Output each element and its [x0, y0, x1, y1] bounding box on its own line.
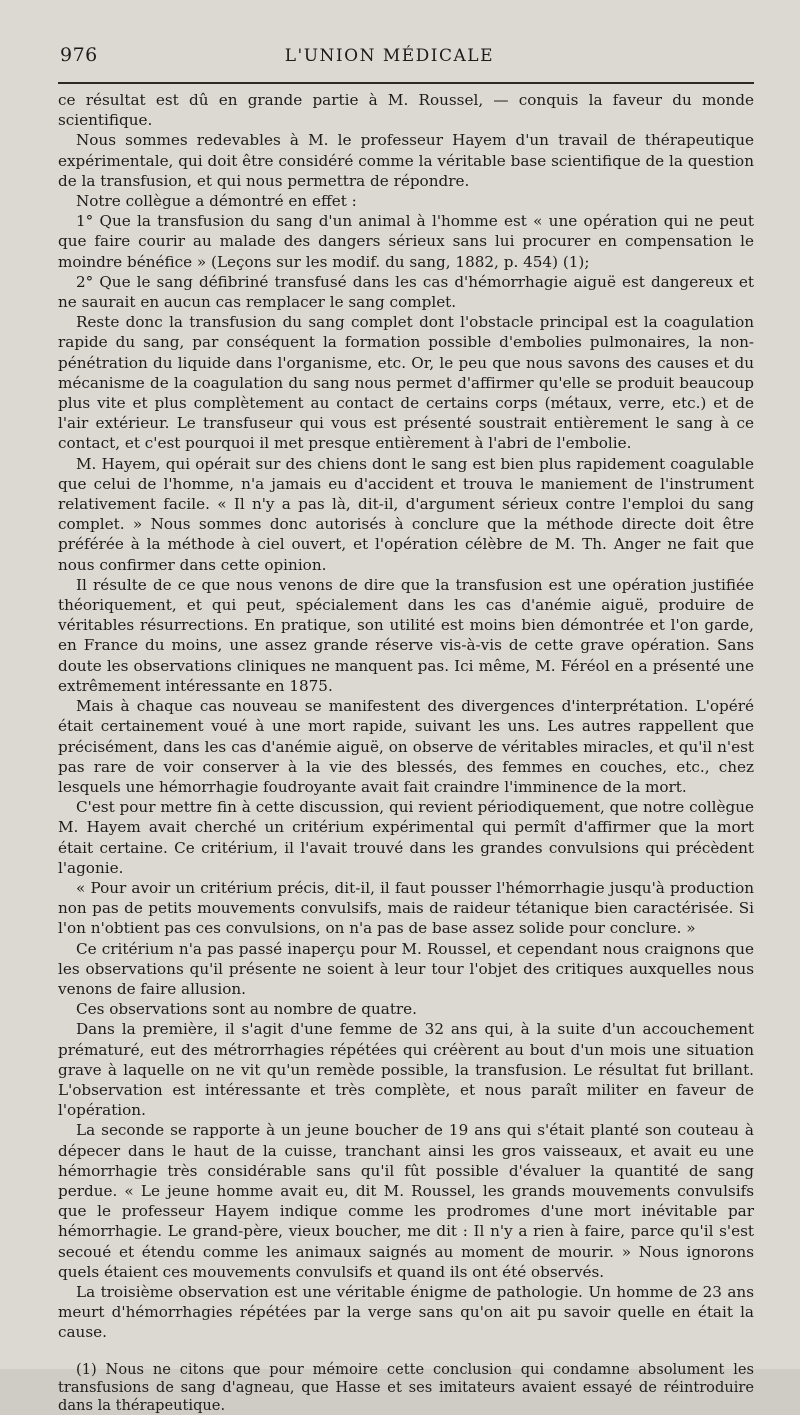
- paragraph: Dans la première, il s'agit d'une femme de 32 ans qui, à la suite d'un accouchement prématuré, eut des métrorrhagies répétées qui créèrent au bout d'un mois une situation grave à laquelle on ne vit qu'un remède possible, la transfusion. Le résultat fut brillant. L'observation est intéressante et très complète, et nous paraît militer en faveur de l'opération.: [58, 1020, 754, 1120]
- footnote: (1) Nous ne citons que pour mémoire cette conclusion qui condamne absolument les transfusions de sang d'agneau, que Hasse et ses imitateurs avaient essayé de réintroduire dans la thérapeutique.: [58, 1360, 754, 1414]
- journal-title: L'UNION MÉDICALE: [284, 46, 494, 66]
- paragraph: Il résulte de ce que nous venons de dire que la transfusion est une opération justifiée théoriquement, et qui peut, spécialement dans les cas d'anémie aiguë, produire de véritables résurrections. En pratique, son utilité est moins bien démontrée et l'on garde, en France du moins, une assez grande réserve vis-à-vis de cette grave opération. Sans doute les observations cliniques ne manquent pas. Ici même, M. Féréol en a présenté une extrêmement intéressante en 1875.: [58, 575, 754, 695]
- article-body: [58, 90, 754, 1343]
- paragraph: « Pour avoir un critérium précis, dit-il, il faut pousser l'hémorrhagie jusqu'à production non pas de petits mouvements convulsifs, mais de raideur tétanique bien caractérisée. Si l'on n'obtient pas ces convulsions, on n'a pas de base assez solide pour conclure. »: [58, 878, 754, 938]
- paragraph: Nous sommes redevables à M. le professeur Hayem d'un travail de thérapeutique expérimentale, qui doit être considéré comme la véritable base scientifique de la question de la transfusion, et qui nous permettra de répondre.: [58, 131, 754, 190]
- paragraph: Reste donc la transfusion du sang complet dont l'obstacle principal est la coagulation rapide du sang, par conséquent la formation possible d'embolies pulmonaires, la non-pénétration du liquide dans l'organisme, etc. Or, le peu que nous savons des causes et du mécanisme de la coagulation du sang nous permet d'affirmer qu'elle se produit beaucoup plus vite et plus complètement au contact de certains corps (métaux, verre, etc.) et de l'air extérieur. Le transfuseur qui vous est présenté soustrait entièrement le sang à ce contact, et c'est pourquoi il met presque entièrement à l'abri de l'embolie.: [58, 313, 754, 453]
- paragraph: 2° Que le sang défibriné transfusé dans les cas d'hémorrhagie aiguë est dangereux et ne saurait en aucun cas remplacer le sang complet.: [58, 272, 754, 312]
- paragraph: Ce critérium n'a pas passé inaperçu pour M. Roussel, et cependant nous craignons que les observations qu'il présente ne soient à leur tour l'objet des critiques auxquelles nous venons de faire allusion.: [58, 939, 754, 998]
- running-head: [58, 44, 754, 66]
- header-rule: [58, 82, 754, 84]
- paragraph: ce résultat est dû en grande partie à M. Roussel, — conquis la faveur du monde scientifique.: [58, 91, 754, 130]
- paragraph: C'est pour mettre fin à cette discussion, qui revient périodiquement, que notre collègue M. Hayem avait cherché un critérium expérimental qui permît d'affirmer que la mort était certaine. Ce critérium, il l'avait trouvé dans les grandes convulsions qui précèdent l'agonie.: [58, 798, 754, 877]
- footnote-separator: [58, 1343, 754, 1361]
- paragraph: 1° Que la transfusion du sang d'un animal à l'homme est « une opération qui ne peut que faire courir au malade des dangers sérieux sans lui procurer en compensation le moindre bénéfice » (Leçons sur les modif. du sang, 1882, p. 454) (1);: [58, 212, 754, 271]
- paragraph: Notre collègue a démontré en effet :: [76, 192, 357, 211]
- page-number: 976: [60, 44, 98, 66]
- paragraph: M. Hayem, qui opérait sur des chiens dont le sang est bien plus rapidement coagulable que celui de l'homme, n'a jamais eu d'accident et trouva le maniement de l'instrument relativement facile. « Il n'y a pas là, dit-il, d'argument sérieux contre l'emploi du sang complet. » Nous sommes donc autorisés à conclure que la méthode directe doit être préférée à la méthode à ciel ouvert, et l'opération célèbre de M. Th. Anger ne fait que nous confirmer dans cette opinion.: [58, 454, 754, 574]
- paragraph: Mais à chaque cas nouveau se manifestent des divergences d'interprétation. L'opéré était certainement voué à une mort rapide, suivant les uns. Les autres rappellent que précisément, dans les cas d'anémie aiguë, on observe de véritables miracles, et qu'il n'est pas rare de voir conserver à la vie des blessés, des femmes en couches, etc., chez lesquels une hémorrhagie foudroyante avait fait craindre l'imminence de la mort.: [58, 697, 754, 796]
- paragraph: Ces observations sont au nombre de quatre.: [76, 1000, 417, 1019]
- paragraph: La seconde se rapporte à un jeune boucher de 19 ans qui s'était planté son couteau à dépecer dans le haut de la cuisse, tranchant ainsi les gros vaisseaux, et avait eu une hémorrhagie très considérable sans qu'il fût possible d'évaluer la quantité de sang perdue. « Le jeune homme avait eu, dit M. Roussel, les grands mouvements convulsifs que le professeur Hayem indique comme les prodromes d'une mort inévitable par hémorrhagie. Le grand-père, vieux boucher, me dit : Il n'y a rien à faire, parce qu'il s'est secoué et étendu comme les animaux saignés au moment de mourir. » Nous ignorons quels étaient ces mouvements convulsifs et quand ils ont été observés.: [58, 1121, 754, 1281]
- paragraph: La troisième observation est une véritable énigme de pathologie. Un homme de 23 ans meurt d'hémorrhagies répétées par la verge sans qu'on ait pu savoir quelle en était la cause.: [58, 1282, 754, 1342]
